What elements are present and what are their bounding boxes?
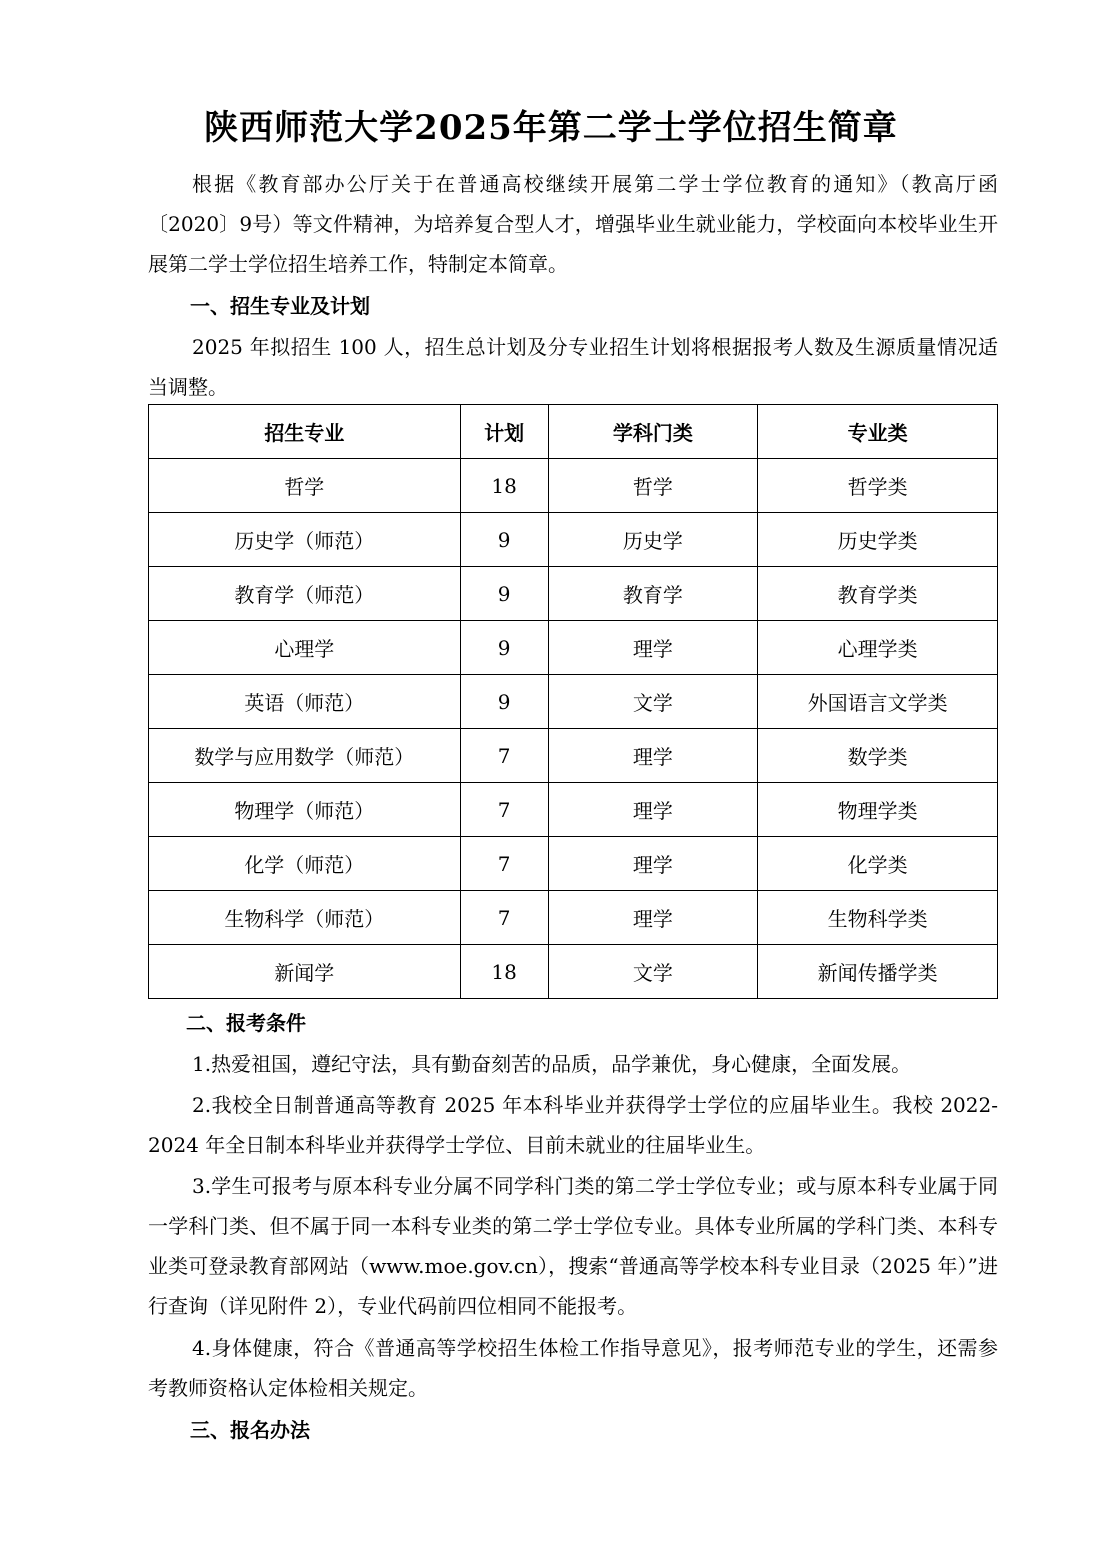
table-row [149, 513, 998, 567]
cell-category: 生物科学类 [758, 891, 998, 945]
cell-discipline: 理学 [548, 729, 758, 783]
page-title: 陕西师范大学2025年第二学士学位招生简章 [204, 108, 898, 148]
cell-category: 心理学类 [758, 621, 998, 675]
cell-category: 数学类 [758, 729, 998, 783]
condition-item-3: 3.学生可报考与原本科专业分属不同学科门类的第二学士学位专业；或与原本科专业属于同一学科门类、但不属于同一本科专业类的第二学士学位专业。具体专业所属的学科门类、本科专业类可登录教育部网站（www.moe.gov.cn），搜索“普通高等学校本科专业目录（2025 年）”进行查询（详见附件 2），专业代码前四位相同不能报考。 [148, 1174, 998, 1318]
cell-discipline: 理学 [548, 891, 758, 945]
enrollment-table [148, 404, 998, 999]
cell-discipline: 历史学 [548, 513, 758, 567]
cell-major: 哲学 [149, 459, 461, 513]
condition-item-2: 2.我校全日制普通高等教育 2025 年本科毕业并获得学士学位的应届毕业生。我校 2022-2024 年全日制本科毕业并获得学士学位、目前未就业的往届毕业生。 [148, 1093, 998, 1157]
cell-plan: 9 [460, 675, 548, 729]
cell-major: 数学与应用数学（师范） [149, 729, 461, 783]
cell-plan: 7 [460, 783, 548, 837]
cell-plan: 9 [460, 513, 548, 567]
cell-category: 外国语言文学类 [758, 675, 998, 729]
cell-discipline: 文学 [548, 675, 758, 729]
cell-major: 教育学（师范） [149, 567, 461, 621]
table-row [149, 675, 998, 729]
cell-category: 化学类 [758, 837, 998, 891]
cell-discipline: 理学 [548, 783, 758, 837]
intro-paragraph: 根据《教育部办公厅关于在普通高校继续开展第二学士学位教育的通知》（教高厅函〔2020〕9号）等文件精神，为培养复合型人才，增强毕业生就业能力，学校面向本校毕业生开展第二学士学位招生培养工作，特制定本简章。 [148, 172, 998, 276]
cell-discipline: 教育学 [548, 567, 758, 621]
cell-plan: 7 [460, 837, 548, 891]
cell-major: 新闻学 [149, 945, 461, 999]
table-row [149, 837, 998, 891]
cell-plan: 9 [460, 567, 548, 621]
section3-heading: 三、报名办法 [190, 1418, 310, 1442]
header-major: 招生专业 [149, 405, 461, 459]
section2-heading: 二、报考条件 [186, 1011, 306, 1035]
cell-discipline: 理学 [548, 837, 758, 891]
table-row [149, 891, 998, 945]
cell-discipline: 文学 [548, 945, 758, 999]
cell-plan: 18 [460, 945, 548, 999]
cell-discipline: 哲学 [548, 459, 758, 513]
table-row [149, 729, 998, 783]
condition-item-1: 1.热爱祖国，遵纪守法，具有勤奋刻苦的品质，品学兼优，身心健康，全面发展。 [192, 1052, 912, 1076]
table-row [149, 621, 998, 675]
cell-major: 物理学（师范） [149, 783, 461, 837]
header-discipline: 学科门类 [548, 405, 758, 459]
table-header-row [149, 405, 998, 459]
cell-major: 生物科学（师范） [149, 891, 461, 945]
cell-major: 英语（师范） [149, 675, 461, 729]
condition-item-4: 4.身体健康，符合《普通高等学校招生体检工作指导意见》，报考师范专业的学生，还需参考教师资格认定体检相关规定。 [148, 1336, 998, 1400]
cell-major: 心理学 [149, 621, 461, 675]
cell-plan: 7 [460, 891, 548, 945]
cell-category: 新闻传播学类 [758, 945, 998, 999]
cell-major: 历史学（师范） [149, 513, 461, 567]
section1-heading: 一、招生专业及计划 [190, 294, 370, 318]
table-row [149, 945, 998, 999]
cell-category: 历史学类 [758, 513, 998, 567]
cell-category: 哲学类 [758, 459, 998, 513]
header-plan: 计划 [460, 405, 548, 459]
cell-discipline: 理学 [548, 621, 758, 675]
table-row [149, 567, 998, 621]
cell-major: 化学（师范） [149, 837, 461, 891]
section1-text: 2025 年拟招生 100 人，招生总计划及分专业招生计划将根据报考人数及生源质量情况适当调整。 [148, 335, 998, 399]
header-category: 专业类 [758, 405, 998, 459]
cell-category: 物理学类 [758, 783, 998, 837]
cell-plan: 9 [460, 621, 548, 675]
cell-plan: 18 [460, 459, 548, 513]
cell-plan: 7 [460, 729, 548, 783]
cell-category: 教育学类 [758, 567, 998, 621]
table-row [149, 459, 998, 513]
table-row [149, 783, 998, 837]
